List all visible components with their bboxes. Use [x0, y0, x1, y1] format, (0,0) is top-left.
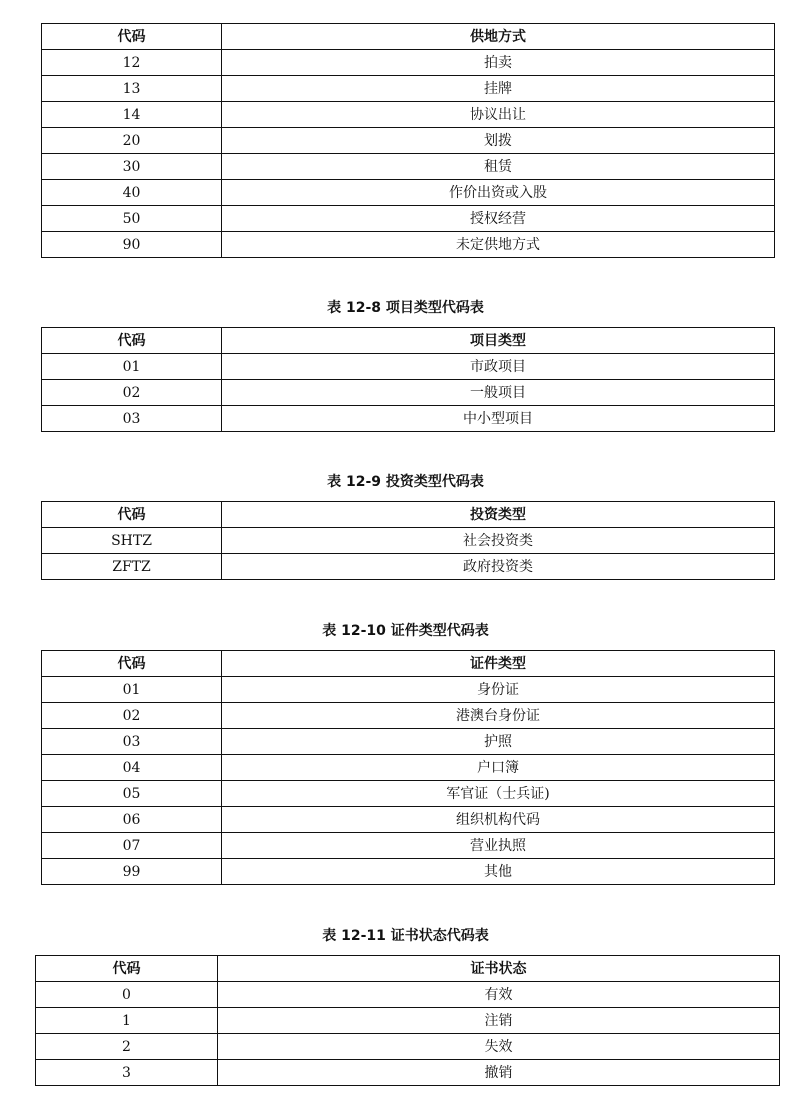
table-row: [42, 528, 775, 554]
code-cell: 30: [42, 154, 222, 180]
code-cell: 02: [42, 703, 222, 729]
column-header-project-type: 项目类型: [222, 328, 775, 354]
code-cell: 12: [42, 50, 222, 76]
code-cell: 01: [42, 677, 222, 703]
table-row: [42, 128, 775, 154]
value-cell: 划拨: [222, 128, 775, 154]
table-row: [42, 703, 775, 729]
table-row: [42, 206, 775, 232]
table-header-row: [42, 651, 775, 677]
certificate-type-table: [41, 650, 775, 885]
table-row: [42, 154, 775, 180]
value-cell: 社会投资类: [222, 528, 775, 554]
value-cell: 组织机构代码: [222, 807, 775, 833]
table-row: [42, 554, 775, 580]
table-header-row: [42, 502, 775, 528]
column-header-investment-type: 投资类型: [222, 502, 775, 528]
table-row: [36, 1034, 780, 1060]
value-cell: 市政项目: [222, 354, 775, 380]
code-cell: 40: [42, 180, 222, 206]
table-caption: 表 12-8 项目类型代码表: [327, 300, 484, 316]
value-cell: 户口簿: [222, 755, 775, 781]
value-cell: 其他: [222, 859, 775, 885]
column-header-code: 代码: [42, 502, 222, 528]
table-header-row: [42, 328, 775, 354]
table-row: [42, 859, 775, 885]
value-cell: 授权经营: [222, 206, 775, 232]
code-cell: 06: [42, 807, 222, 833]
code-cell: 99: [42, 859, 222, 885]
value-cell: 有效: [218, 982, 780, 1008]
code-cell: 02: [42, 380, 222, 406]
value-cell: 协议出让: [222, 102, 775, 128]
code-cell: 3: [36, 1060, 218, 1086]
code-cell: 03: [42, 406, 222, 432]
code-cell: 13: [42, 76, 222, 102]
value-cell: 作价出资或入股: [222, 180, 775, 206]
table-row: [42, 50, 775, 76]
table-caption: 表 12-10 证件类型代码表: [322, 623, 489, 639]
value-cell: 一般项目: [222, 380, 775, 406]
table-header-row: [42, 24, 775, 50]
value-cell: 身份证: [222, 677, 775, 703]
value-cell: 注销: [218, 1008, 780, 1034]
table-row: [42, 232, 775, 258]
code-cell: 1: [36, 1008, 218, 1034]
value-cell: 护照: [222, 729, 775, 755]
certificate-status-table: [35, 955, 780, 1086]
code-cell: 01: [42, 354, 222, 380]
code-cell: 90: [42, 232, 222, 258]
column-header-code: 代码: [36, 956, 218, 982]
value-cell: 港澳台身份证: [222, 703, 775, 729]
table-row: [42, 781, 775, 807]
code-cell: 05: [42, 781, 222, 807]
table-row: [42, 406, 775, 432]
table-row: [42, 102, 775, 128]
table-row: [42, 380, 775, 406]
table-row: [36, 1008, 780, 1034]
value-cell: 拍卖: [222, 50, 775, 76]
table-row: [42, 76, 775, 102]
value-cell: 失效: [218, 1034, 780, 1060]
investment-type-table: [41, 501, 775, 580]
code-cell: 14: [42, 102, 222, 128]
table-header-row: [36, 956, 780, 982]
code-cell: 04: [42, 755, 222, 781]
column-header-supply-method: 供地方式: [222, 24, 775, 50]
table-caption: 表 12-9 投资类型代码表: [327, 474, 484, 490]
value-cell: 营业执照: [222, 833, 775, 859]
table-row: [42, 833, 775, 859]
column-header-code: 代码: [42, 651, 222, 677]
value-cell: 挂牌: [222, 76, 775, 102]
table-row: [36, 982, 780, 1008]
table-row: [42, 180, 775, 206]
table-row: [42, 354, 775, 380]
code-cell: 2: [36, 1034, 218, 1060]
table-row: [42, 677, 775, 703]
table-row: [42, 755, 775, 781]
code-cell: 20: [42, 128, 222, 154]
column-header-code: 代码: [42, 24, 222, 50]
value-cell: 未定供地方式: [222, 232, 775, 258]
code-cell: 03: [42, 729, 222, 755]
table-caption: 表 12-11 证书状态代码表: [322, 928, 489, 944]
project-type-table: [41, 327, 775, 432]
value-cell: 撤销: [218, 1060, 780, 1086]
code-cell: 0: [36, 982, 218, 1008]
table-row: [42, 807, 775, 833]
column-header-certificate-status: 证书状态: [218, 956, 780, 982]
supply-method-table: [41, 23, 775, 258]
code-cell: 07: [42, 833, 222, 859]
code-cell: ZFTZ: [42, 554, 222, 580]
table-row: [42, 729, 775, 755]
column-header-certificate-type: 证件类型: [222, 651, 775, 677]
value-cell: 中小型项目: [222, 406, 775, 432]
table-row: [36, 1060, 780, 1086]
value-cell: 政府投资类: [222, 554, 775, 580]
value-cell: 租赁: [222, 154, 775, 180]
code-cell: 50: [42, 206, 222, 232]
column-header-code: 代码: [42, 328, 222, 354]
value-cell: 军官证（士兵证): [222, 781, 775, 807]
code-cell: SHTZ: [42, 528, 222, 554]
